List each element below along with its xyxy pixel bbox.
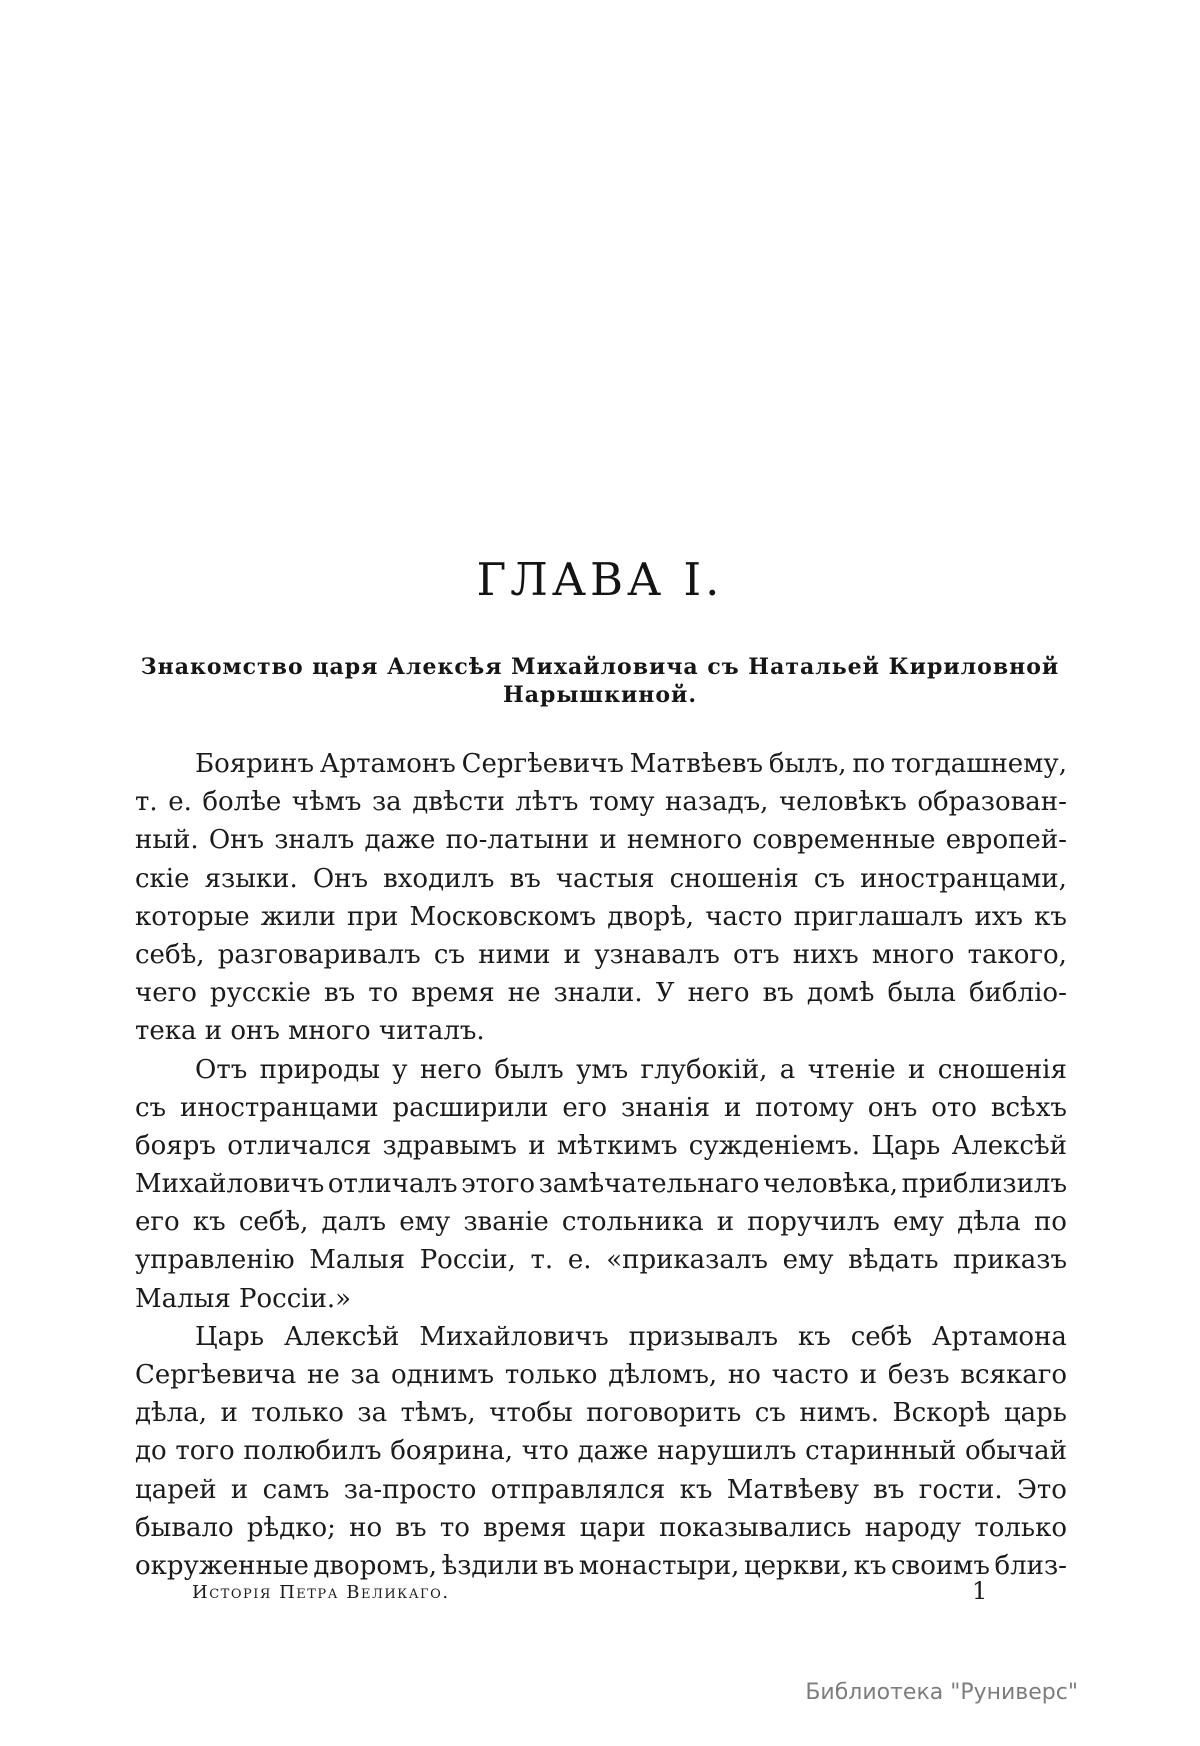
word: себѣ,: [238, 1207, 309, 1238]
word: и: [859, 1360, 878, 1390]
text-line: [135, 745, 1067, 783]
word: въ: [873, 1474, 905, 1505]
text-line: [135, 1394, 1067, 1432]
word: тогдашнему,: [891, 749, 1067, 779]
word: то: [439, 1512, 470, 1543]
word: безъ: [887, 1360, 950, 1390]
word: Это: [1016, 1474, 1067, 1505]
word: языки.: [204, 863, 298, 894]
word: иностранцами: [180, 1092, 379, 1123]
word: иностранцами,: [860, 863, 1067, 894]
word: вѣдать: [848, 1245, 939, 1276]
word: въ: [509, 863, 541, 894]
word: жили: [260, 901, 336, 932]
word: въ: [324, 978, 356, 1009]
word: даже: [577, 1436, 649, 1467]
word: много: [871, 939, 955, 970]
word: и: [528, 1130, 546, 1161]
text-line: [135, 898, 1067, 936]
word: такого,: [967, 939, 1067, 970]
word: и: [563, 939, 582, 970]
text-line: [135, 1241, 1067, 1279]
word: званіе: [463, 1207, 549, 1238]
word: не: [307, 1360, 340, 1390]
word: него: [687, 978, 750, 1009]
word: дѣла: [957, 1207, 1021, 1238]
word: нихъ: [792, 939, 859, 970]
word: лѣтъ: [515, 787, 579, 818]
word: по-латыни: [445, 825, 590, 856]
word: и: [716, 1207, 735, 1238]
word: боярина,: [390, 1436, 514, 1467]
word: образован-: [917, 787, 1067, 818]
word: при: [347, 901, 399, 932]
word: знанія: [621, 1092, 711, 1123]
word: что: [521, 1436, 569, 1467]
word: скіе: [135, 863, 190, 894]
word: приглашалъ: [793, 901, 964, 932]
word: нимъ.: [799, 1398, 880, 1429]
word: Артамона: [931, 1321, 1067, 1352]
word: чего: [135, 978, 197, 1009]
word: управленію: [135, 1245, 295, 1276]
word: человѣка,: [762, 1169, 899, 1200]
word: русскіе: [209, 978, 311, 1009]
text-line: [135, 860, 1067, 898]
text-line: [135, 1356, 1067, 1394]
body-text: [135, 745, 1067, 1585]
word: входилъ: [383, 863, 495, 894]
word: царь: [1003, 1398, 1067, 1429]
text-line: [135, 1471, 1067, 1509]
word: бывало: [135, 1512, 234, 1543]
word: самъ: [262, 1474, 330, 1505]
word: и: [220, 1398, 238, 1429]
text-line: [135, 1127, 1067, 1165]
text-line: [135, 1509, 1067, 1547]
word: «приказалъ: [606, 1245, 768, 1276]
word: замѣчательнаго: [538, 1169, 760, 1200]
word: зналъ: [274, 825, 355, 856]
word: человѣкъ: [778, 787, 907, 818]
word: дворомъ,: [313, 1550, 438, 1581]
word: природы: [259, 1054, 380, 1085]
chapter-subtitle: [0, 653, 1200, 709]
word: часто: [771, 1360, 849, 1390]
word: чтобы: [489, 1398, 573, 1429]
word: потому: [755, 1092, 854, 1123]
word: къ: [679, 1474, 713, 1505]
word: себѣ: [850, 1321, 913, 1352]
word: библіо-: [968, 978, 1067, 1009]
word: немного: [626, 825, 743, 856]
word: двѣсти: [412, 787, 505, 818]
word: Онъ: [208, 825, 265, 856]
word: поручилъ: [747, 1207, 880, 1238]
word: часто: [705, 901, 783, 932]
word: нарушилъ: [657, 1436, 797, 1467]
word: былъ: [494, 1054, 564, 1085]
word: современные: [752, 825, 936, 856]
word: приказъ: [953, 1245, 1067, 1276]
word: призывалъ: [628, 1321, 778, 1352]
word: него: [419, 1054, 482, 1085]
word: дворѣ,: [607, 901, 695, 932]
word: Сергѣевичъ: [461, 749, 624, 779]
word: ѣздили: [441, 1550, 539, 1581]
word: но: [349, 1512, 383, 1543]
word: бояръ: [135, 1130, 216, 1161]
word: дѣла,: [135, 1398, 207, 1429]
word: знали.: [553, 978, 643, 1009]
word: Матвѣевъ: [629, 749, 764, 779]
word: Михайловичъ: [419, 1321, 609, 1352]
word: поговорить: [586, 1398, 742, 1429]
word: Россіи,: [419, 1245, 516, 1276]
word: съ: [754, 1398, 786, 1429]
word: всѣхъ: [990, 1092, 1067, 1123]
word: Малыя: [309, 1245, 406, 1276]
word: т.: [530, 1245, 554, 1276]
word: былъ,: [768, 749, 847, 779]
word: стольника: [561, 1207, 704, 1238]
word: Московскомъ: [409, 901, 597, 932]
word: гости.: [918, 1474, 1003, 1505]
word: мѣткимъ: [556, 1130, 678, 1161]
text-line: [135, 1165, 1067, 1203]
text-line: [135, 974, 1067, 1012]
word: частыя: [555, 863, 655, 894]
word: до: [135, 1436, 167, 1467]
word: е.: [567, 1245, 592, 1276]
word: и: [724, 1092, 742, 1123]
word: у: [392, 1054, 408, 1085]
word: царей: [135, 1474, 217, 1505]
word: умъ: [576, 1054, 629, 1085]
word: далъ: [321, 1207, 387, 1238]
word: Алексѣй: [951, 1130, 1067, 1161]
word: къ: [853, 1550, 887, 1581]
text-line: [135, 1089, 1067, 1127]
word: ный.: [135, 825, 199, 856]
word: чтеніе: [807, 1054, 896, 1085]
word: цари: [579, 1512, 646, 1543]
word: за: [350, 1360, 381, 1390]
word: сношенія: [669, 863, 799, 894]
word: Сергѣевича: [135, 1360, 297, 1390]
word: которые: [135, 901, 250, 932]
text-line: [135, 1432, 1067, 1470]
word: Царь: [871, 1130, 941, 1161]
word: Отъ: [195, 1054, 248, 1085]
word: въ: [762, 978, 794, 1009]
word: полюбилъ: [243, 1436, 382, 1467]
word: домѣ: [806, 978, 875, 1009]
word: узнавалъ: [594, 939, 720, 970]
text-line: [135, 821, 1067, 859]
word: не: [507, 978, 541, 1009]
word: тому: [588, 787, 655, 818]
word: е.: [168, 787, 192, 818]
text-line: [135, 1051, 1067, 1089]
chapter-title: ГЛАВА I.: [476, 553, 724, 606]
word: сужденіемъ.: [688, 1130, 861, 1161]
word: его: [562, 1092, 608, 1123]
word: ними: [478, 939, 551, 970]
word: окруженные: [135, 1550, 309, 1581]
word: показывались: [659, 1512, 852, 1543]
word: Михайловичъ: [135, 1169, 325, 1200]
word: разговаривалъ: [217, 939, 421, 970]
word: даже: [364, 825, 436, 856]
word: за-просто: [343, 1474, 477, 1505]
word: къ: [192, 1207, 226, 1238]
text-line: тека и онъ много читалъ.: [135, 1016, 485, 1047]
word: ему: [782, 1245, 834, 1276]
word: европей-: [945, 825, 1067, 856]
text-line: [135, 783, 1067, 821]
word: расширили: [392, 1092, 549, 1123]
word: время: [483, 1512, 567, 1543]
word: время: [411, 978, 495, 1009]
word: рѣдко;: [246, 1512, 336, 1543]
text-line: Малыя Россіи.»: [135, 1283, 352, 1314]
word: отправлялся: [490, 1474, 666, 1505]
word: въ: [395, 1512, 427, 1543]
library-watermark: Библиотека "Руниверс": [805, 1680, 1078, 1705]
word: то: [368, 978, 399, 1009]
word: болѣе: [202, 787, 282, 818]
word: его: [135, 1207, 180, 1238]
page-number: 1: [972, 1577, 988, 1605]
word: обычай: [964, 1436, 1067, 1467]
word: себѣ,: [135, 939, 205, 970]
word: только: [504, 1360, 598, 1390]
word: глубокій,: [640, 1054, 768, 1085]
text-line: [135, 1203, 1067, 1241]
word: ихъ: [974, 901, 1023, 932]
word: чѣмъ: [291, 787, 362, 818]
word: съ: [813, 863, 846, 894]
word: приблизилъ: [901, 1169, 1067, 1200]
word: къ: [1034, 901, 1067, 932]
word: ото: [931, 1092, 977, 1123]
text-line: [135, 1318, 1067, 1356]
word: У: [655, 978, 675, 1009]
word: онъ: [867, 1092, 918, 1123]
word: Онъ: [312, 863, 369, 894]
word: близ-: [994, 1550, 1067, 1581]
word: только: [251, 1398, 344, 1429]
word: старинный: [805, 1436, 957, 1467]
word: по: [1033, 1207, 1067, 1238]
word: однимъ: [390, 1360, 495, 1390]
running-title: Исторія Петра Великаго.: [192, 1582, 450, 1603]
word: ему: [892, 1207, 944, 1238]
word: назадъ,: [665, 787, 769, 818]
word: того: [175, 1436, 235, 1467]
word: сношенія: [937, 1054, 1067, 1085]
word: и: [599, 825, 617, 856]
chapter-subtitle-line: Нарышкиной.: [502, 682, 698, 708]
word: отличался: [227, 1130, 372, 1161]
word: церкви,: [743, 1550, 850, 1581]
word: дѣломъ,: [608, 1360, 718, 1390]
word: своимъ: [891, 1550, 990, 1581]
word: отличалъ: [327, 1169, 458, 1200]
word: но: [727, 1360, 761, 1390]
word: и: [908, 1054, 926, 1085]
word: народу: [864, 1512, 962, 1543]
word: къ: [797, 1321, 831, 1352]
word: Вскорѣ: [892, 1398, 991, 1429]
word: Алексѣй: [283, 1321, 400, 1352]
word: съ: [433, 939, 466, 970]
word: и: [230, 1474, 249, 1505]
word: а: [779, 1054, 796, 1085]
word: монастыри,: [578, 1550, 740, 1581]
text-line: [135, 936, 1067, 974]
word: за: [371, 787, 402, 818]
word: Бояринъ: [195, 749, 315, 779]
word: за: [357, 1398, 388, 1429]
word: Артамонъ: [319, 749, 456, 779]
word: этого: [461, 1169, 535, 1200]
word: всякаго: [960, 1360, 1067, 1390]
word: отъ: [732, 939, 780, 970]
word: Матвѣеву: [726, 1474, 859, 1505]
word: только: [974, 1512, 1067, 1543]
word: Царь: [195, 1321, 264, 1352]
chapter-subtitle-line: Знакомство царя Алексѣя Михайловича съ Натальей Кириловной: [140, 654, 1060, 680]
word: т.: [135, 787, 158, 818]
word: въ: [543, 1550, 575, 1581]
word: съ: [135, 1092, 167, 1123]
text-line: [135, 1547, 1067, 1585]
word: здравымъ: [382, 1130, 517, 1161]
word: по: [852, 749, 886, 779]
word: была: [887, 978, 956, 1009]
word: тѣмъ,: [400, 1398, 476, 1429]
word: ему: [399, 1207, 451, 1238]
